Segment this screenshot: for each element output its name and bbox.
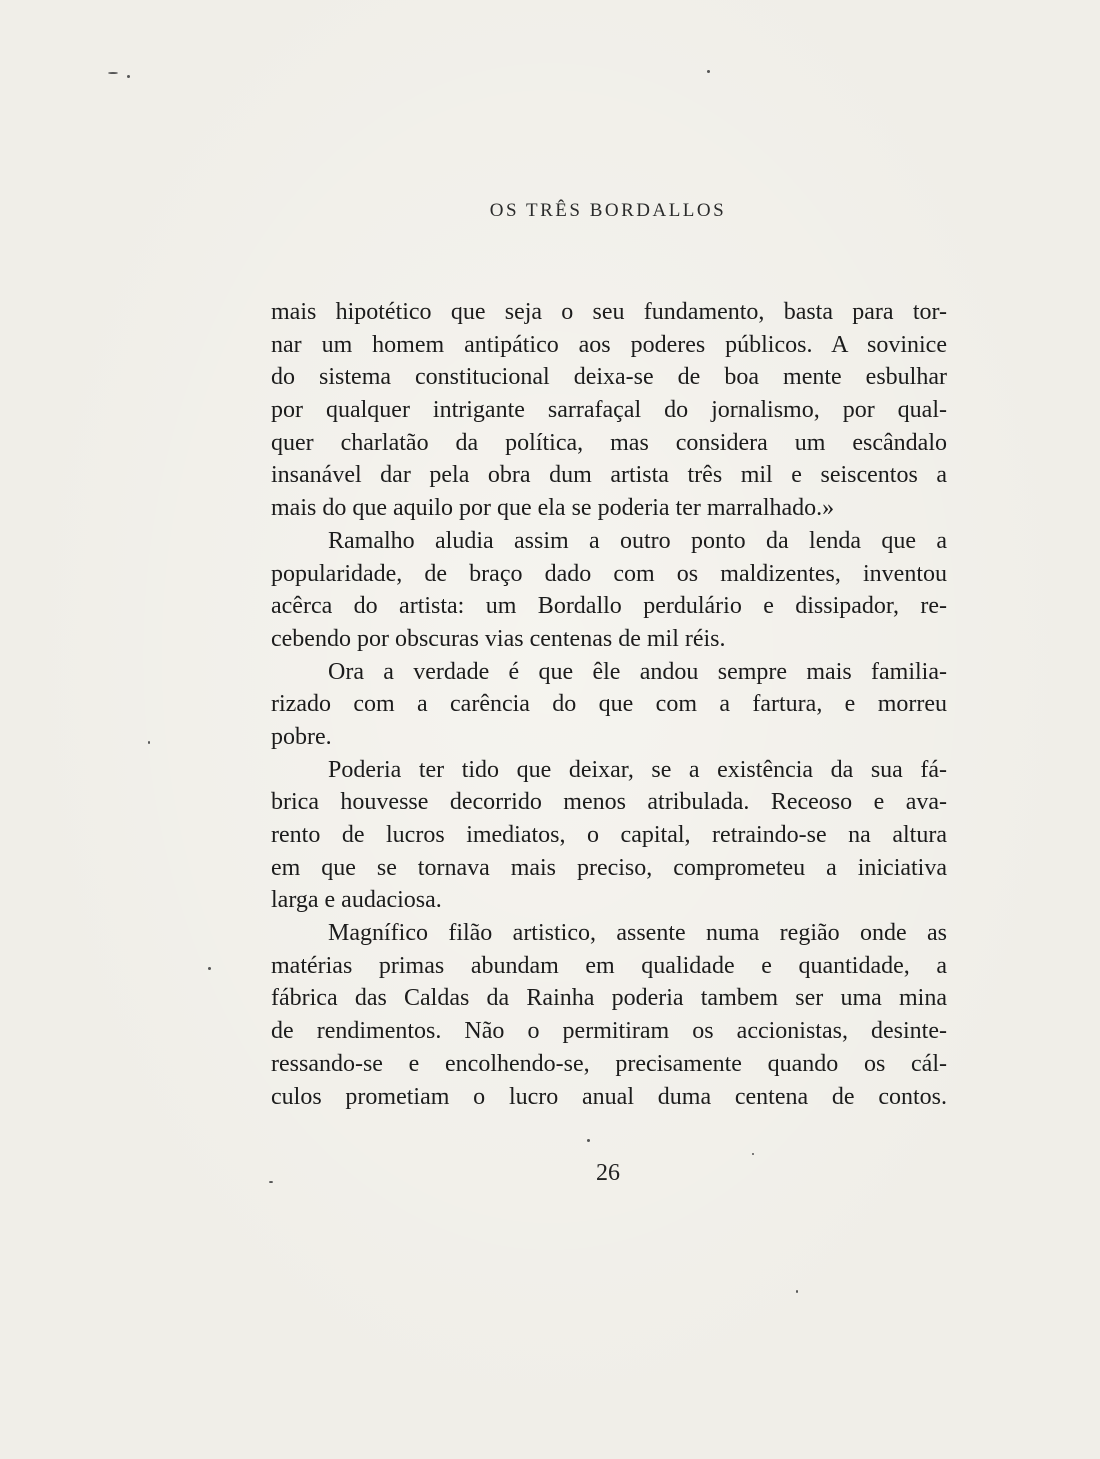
text-line: Ramalho aludia assim a outro ponto da lenda que a bbox=[328, 527, 947, 554]
text-line: Ora a verdade é que êle andou sempre mais familia- bbox=[328, 658, 947, 685]
text-line: ressando-se e encolhendo-se, precisamente quando os cál- bbox=[271, 1050, 947, 1077]
paper-speck bbox=[127, 75, 130, 78]
paper-speck bbox=[108, 72, 118, 74]
text-line: em que se tornava mais preciso, comprometeu a iniciativa bbox=[271, 854, 947, 881]
text-line: cebendo por obscuras vias centenas de mil réis. bbox=[271, 625, 726, 652]
text-line: brica houvesse decorrido menos atribulada. Receoso e ava- bbox=[271, 789, 947, 816]
text-line: mais do que aquilo por que ela se poderia ter marralhado.» bbox=[271, 495, 835, 522]
body-text bbox=[271, 296, 947, 1113]
paper-speck bbox=[208, 967, 211, 970]
text-line: de rendimentos. Não o permitiram os accionistas, desinte- bbox=[271, 1018, 947, 1045]
text-line: Poderia ter tido que deixar, se a existência da sua fá- bbox=[328, 756, 947, 783]
text-line: rento de lucros imediatos, o capital, retraindo-se na altura bbox=[271, 822, 947, 848]
text-line: mais hipotético que seja o seu fundamento, basta para tor- bbox=[271, 299, 947, 325]
text-line: popularidade, de braço dado com os maldizentes, inventou bbox=[271, 560, 947, 587]
paper-speck bbox=[796, 1290, 798, 1293]
text-line: Magnífico filão artistico, assente numa região onde as bbox=[328, 920, 947, 947]
paper-speck bbox=[752, 1153, 754, 1155]
text-line: acêrca do artista: um Bordallo perdulário e dissipador, re- bbox=[271, 593, 947, 620]
text-line: larga e audaciosa. bbox=[271, 887, 442, 914]
paper-speck bbox=[269, 1181, 273, 1183]
text-line: quer charlatão da política, mas considera um escândalo bbox=[271, 429, 947, 456]
text-line: do sistema constitucional deixa-se de boa mente esbulhar bbox=[271, 364, 947, 391]
text-line: matérias primas abundam em qualidade e quantidade, a bbox=[271, 952, 947, 979]
page-number: 26 bbox=[596, 1160, 620, 1186]
text-line: rizado com a carência do que com a fartura, e morreu bbox=[271, 691, 947, 718]
text-line: pobre. bbox=[271, 723, 332, 750]
text-line: insanável dar pela obra dum artista três mil e seiscentos a bbox=[271, 462, 947, 489]
running-head: OS TRÊS BORDALLOS bbox=[489, 200, 727, 221]
paper-speck bbox=[707, 70, 710, 73]
paper-speck bbox=[587, 1139, 590, 1142]
text-line: culos prometiam o lucro anual duma centena de contos. bbox=[271, 1083, 947, 1110]
paper-speck bbox=[148, 741, 150, 744]
text-line: fábrica das Caldas da Rainha poderia tambem ser uma mina bbox=[271, 985, 947, 1012]
text-line: por qualquer intrigante sarrafaçal do jornalismo, por qual- bbox=[271, 397, 947, 424]
text-line: nar um homem antipático aos poderes públicos. A sovinice bbox=[271, 331, 947, 358]
